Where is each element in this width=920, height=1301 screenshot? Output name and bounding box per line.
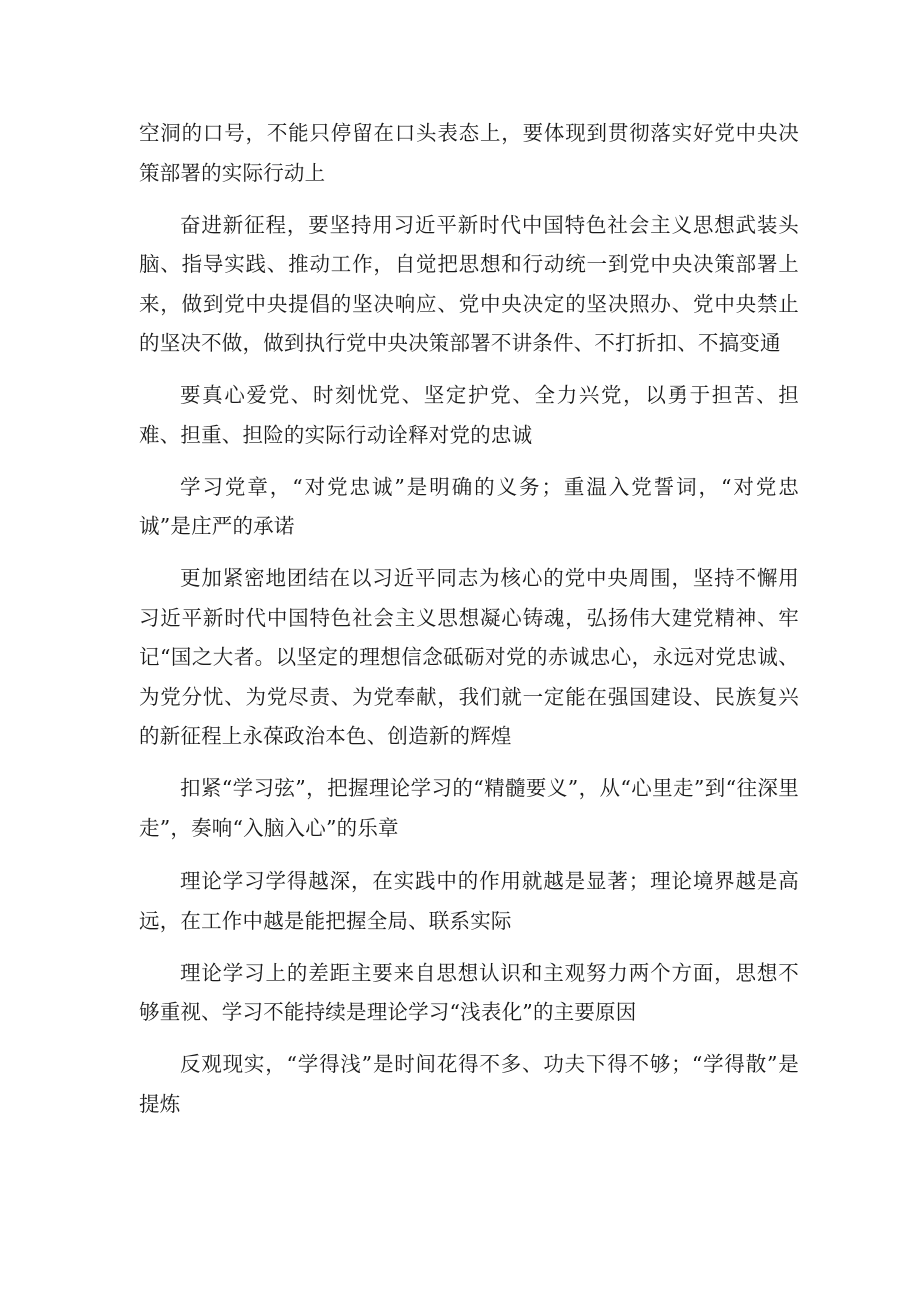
paragraph-4: 学习党章，“对党忠诚”是明确的义务；重温入党誓词，“对党忠诚”是庄严的承诺 [139,474,799,538]
paragraph-7: 理论学习学得越深，在实践中的作用就越是显著；理论境界越是高远，在工作中越是能把握全局、联系实际 [139,869,799,933]
paragraph-9: 反观现实，“学得浅”是时间花得不多、功夫下得不够；“学得散”是提炼 [139,1052,799,1116]
paragraph-8: 理论学习上的差距主要来自思想认识和主观努力两个方面，思想不够重视、学习不能持续是理论学习“浅表化”的主要原因 [139,960,799,1024]
paragraph-6: 扣紧“学习弦”，把握理论学习的“精髓要义”，从“心里走”到“往深里走”，奏响“入脑入心”的乐章 [139,776,799,840]
paragraph-2: 奋进新征程，要坚持用习近平新时代中国特色社会主义思想武装头脑、指导实践、推动工作，自觉把思想和行动统一到党中央决策部署上来，做到党中央提倡的坚决响应、党中央决定的坚决照办、党中央禁止的坚决不做，做到执行党中央决策部署不讲条件、不打折扣、不搞变通 [139,212,799,355]
document-body [139,114,799,1137]
paragraph-5: 更加紧密地团结在以习近平同志为核心的党中央周围，坚持不懈用习近平新时代中国特色社会主义思想凝心铸魂，弘扬伟大建党精神、牢记“国之大者。以坚定的理想信念砥砺对党的赤诚忠心，永远对党忠诚、为党分忧、为党尽责、为党奉献，我们就一定能在强国建设、民族复兴的新征程上永葆政治本色、创造新的辉煌 [139,566,799,748]
paragraph-3: 要真心爱党、时刻忧党、坚定护党、全力兴党，以勇于担苦、担难、担重、担险的实际行动诠释对党的忠诚 [139,383,799,447]
paragraph-1: 空洞的口号，不能只停留在口头表态上，要体现到贯彻落实好党中央决策部署的实际行动上 [139,121,799,185]
